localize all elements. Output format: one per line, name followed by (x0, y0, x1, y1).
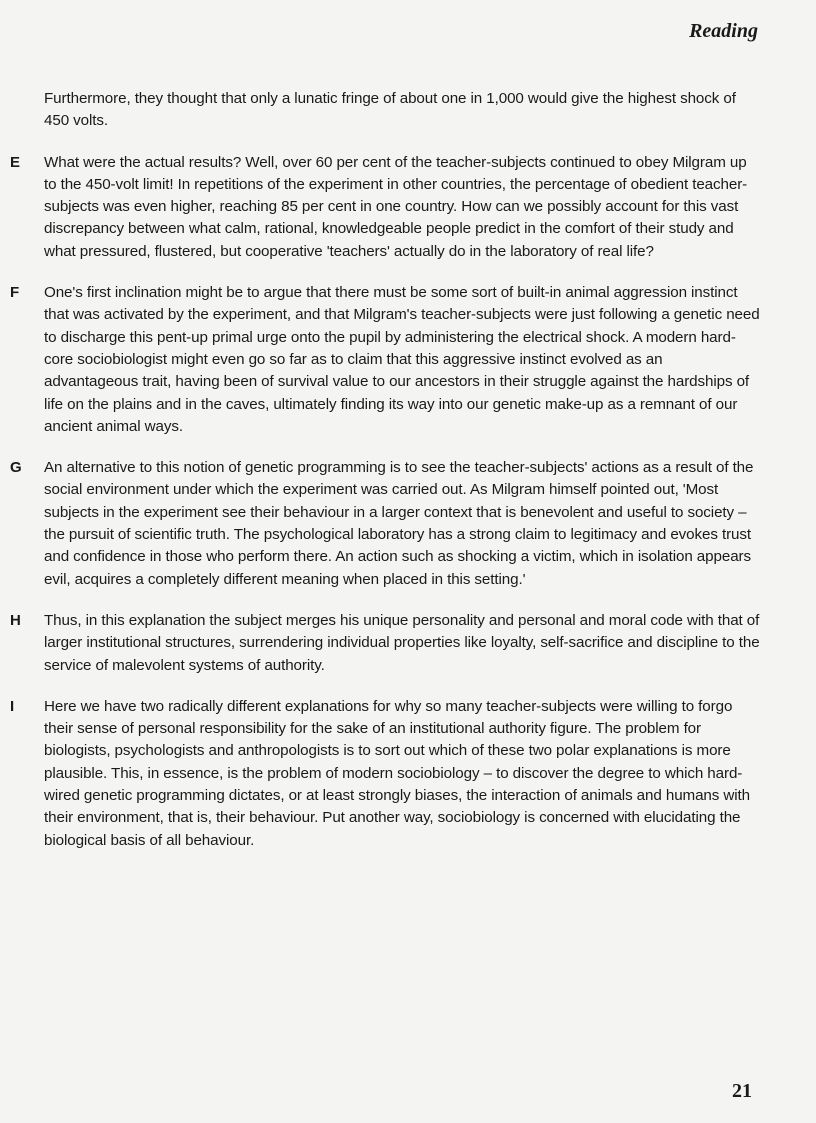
paragraph-letter: H (10, 611, 21, 629)
paragraph-h (10, 610, 760, 677)
paragraph-text: An alternative to this notion of genetic programming is to see the teacher-subjects' actions as a result of the social environment under which the experiment was carried out. As Milgram himself pointed out, 'Most subjects in the experiment see their behaviour in a larger context that is benevolent and useful to society – the pursuit of scientific truth. The psychological laboratory has a strong claim to legitimacy and evokes trust and confidence in those who perform there. An action such as shocking a victim, which in isolation appears evil, acquires a completely different meaning when placed in this setting.' (44, 459, 754, 588)
paragraph-letter: I (10, 697, 15, 715)
page-number: 21 (732, 1080, 752, 1102)
paragraph-text: What were the actual results? Well, over 60 per cent of the teacher-subjects continued to obey Milgram up to the 450-volt limit! In repetitions of the experiment in other countries, the percentage of obedient teacher-subjects was even higher, reaching 85 per cent in one country. How can we possibly account for this vast discrepancy between what calm, rational, knowledgeable people predict in the comfort of their study and what pressured, flustered, but cooperative 'teachers' actually do in the laboratory of real life? (44, 153, 748, 260)
paragraph-g (10, 457, 760, 591)
paragraph-text: Thus, in this explanation the subject merges his unique personality and personal and moral code with that of larger institutional structures, surrendering individual properties like loyalty, self-sacrifice and discipline to the service of malevolent systems of authority. (44, 611, 760, 674)
reading-passage (10, 88, 760, 871)
paragraph-text: One's first inclination might be to argue that there must be some sort of built-in animal aggression instinct that was activated by the experiment, and that Milgram's teacher-subjects were just following a genetic need to discharge this pent-up primal urge onto the pupil by administering the electrical shock. A modern hard-core sociobiologist might even go so far as to claim that this aggressive instinct evolved as an advantageous trait, having been of survival value to our ancestors in their struggle against the hardships of life on the plains and in the caves, ultimately finding its way into our genetic make-up as a remnant of our ancient animal ways. (44, 284, 760, 435)
paragraph-text: Furthermore, they thought that only a lunatic fringe of about one in 1,000 would give the highest shock of 450 volts. (44, 90, 736, 130)
paragraph-letter: F (10, 284, 20, 302)
paragraph-text: Here we have two radically different explanations for why so many teacher-subjects were willing to forgo their sense of personal responsibility for the sake of an institutional authority figure. The problem for biologists, psychologists and anthropologists is to sort out which of these two polar explanations is more plausible. This, in essence, is the problem of modern sociobiology – to discover the degree to which hard-wired genetic programming dictates, or at least strongly biases, the interaction of animals and humans with their environment, that is, their behaviour. Put another way, sociobiology is concerned with elucidating the biological basis of all behaviour. (44, 697, 751, 849)
paragraph-continued (44, 88, 760, 133)
paragraph-f (10, 282, 760, 438)
paragraph-e (10, 152, 760, 263)
paragraph-i (10, 696, 760, 852)
paragraph-letter: E (10, 153, 20, 171)
paragraph-letter: G (10, 459, 22, 477)
section-title: Reading (689, 20, 758, 42)
